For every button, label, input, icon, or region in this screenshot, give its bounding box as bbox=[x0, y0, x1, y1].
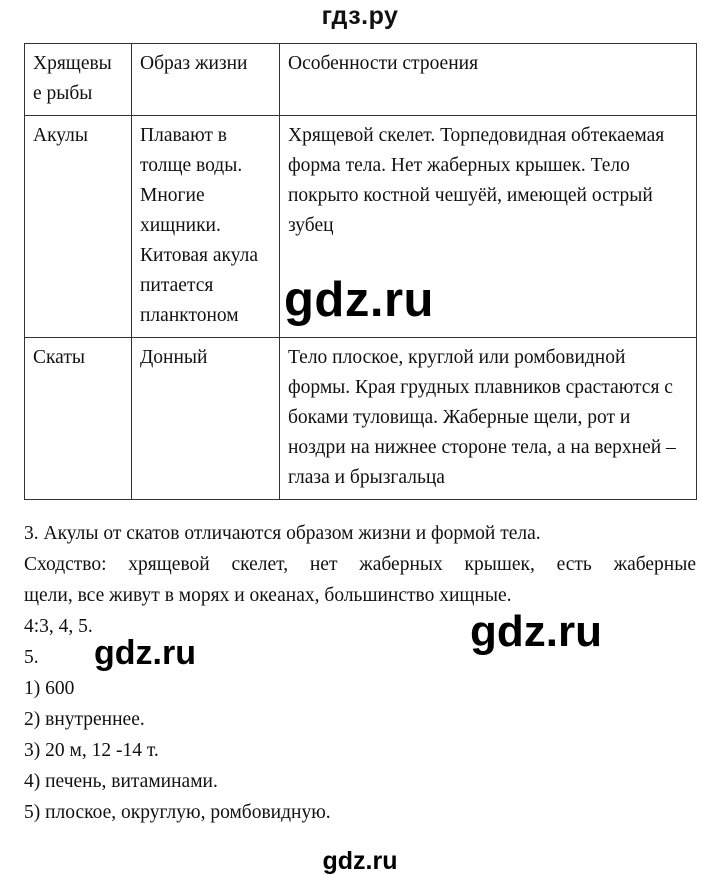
row-sharks-structure: Хрящевой скелет. Торпедовидная обтекаемая форма тела. Нет жаберных крышек. Тело покрыто костной чешуёй, имеющей острый зубец bbox=[280, 116, 697, 338]
header-cell-group: Хрящевы е рыбы bbox=[25, 44, 132, 116]
watermark-bottom: gdz.ru bbox=[322, 847, 398, 875]
answer-item-4: 4:3, 4, 5. bbox=[24, 616, 93, 637]
answer-sub-3: 3) 20 м, 12 -14 т. bbox=[24, 740, 159, 761]
watermark-left: gdz.ru bbox=[94, 634, 196, 672]
header-cell-structure: Особенности строения bbox=[280, 44, 697, 116]
answer-sub-2: 2) внутреннее. bbox=[24, 709, 145, 730]
watermark-right: gdz.ru bbox=[470, 607, 602, 656]
fish-comparison-table bbox=[24, 43, 697, 500]
answer-sub-1: 1) 600 bbox=[24, 678, 75, 699]
table-header-row bbox=[25, 44, 697, 116]
answer-sub-5: 5) плоское, округлую, ромбовидную. bbox=[24, 802, 331, 823]
answer-item-5: 5. bbox=[24, 647, 39, 668]
row-rays-lifestyle: Донный bbox=[132, 338, 280, 500]
row-rays-group: Скаты bbox=[25, 338, 132, 500]
answer-item-3: 3. Акулы от скатов отличаются образом жизни и формой тела. bbox=[24, 523, 541, 544]
row-sharks-group: Акулы bbox=[25, 116, 132, 338]
answers-block bbox=[24, 518, 696, 828]
watermark-center: gdz.ru bbox=[284, 273, 434, 327]
site-title: гдз.ру bbox=[321, 2, 399, 30]
header-cell-lifestyle: Образ жизни bbox=[132, 44, 280, 116]
answer-sub-4: 4) печень, витаминами. bbox=[24, 771, 218, 792]
row-sharks-lifestyle: Плавают в толще воды. Многие хищники. Китовая акула питается планктоном bbox=[132, 116, 280, 338]
similarity-line-2: щели, все живут в морях и океанах, большинство хищные. bbox=[24, 585, 512, 606]
row-rays-structure: Тело плоское, круглой или ромбовидной формы. Края грудных плавников срастаются с боками туловища. Жаберные щели, рот и ноздри на нижнее стороне тела, а на верхней – глаза и брызгальца bbox=[280, 338, 697, 500]
similarity-line-1: Сходство: хрящевой скелет, нет жаберных крышек, есть жаберные bbox=[24, 554, 696, 575]
table-row bbox=[25, 338, 697, 500]
